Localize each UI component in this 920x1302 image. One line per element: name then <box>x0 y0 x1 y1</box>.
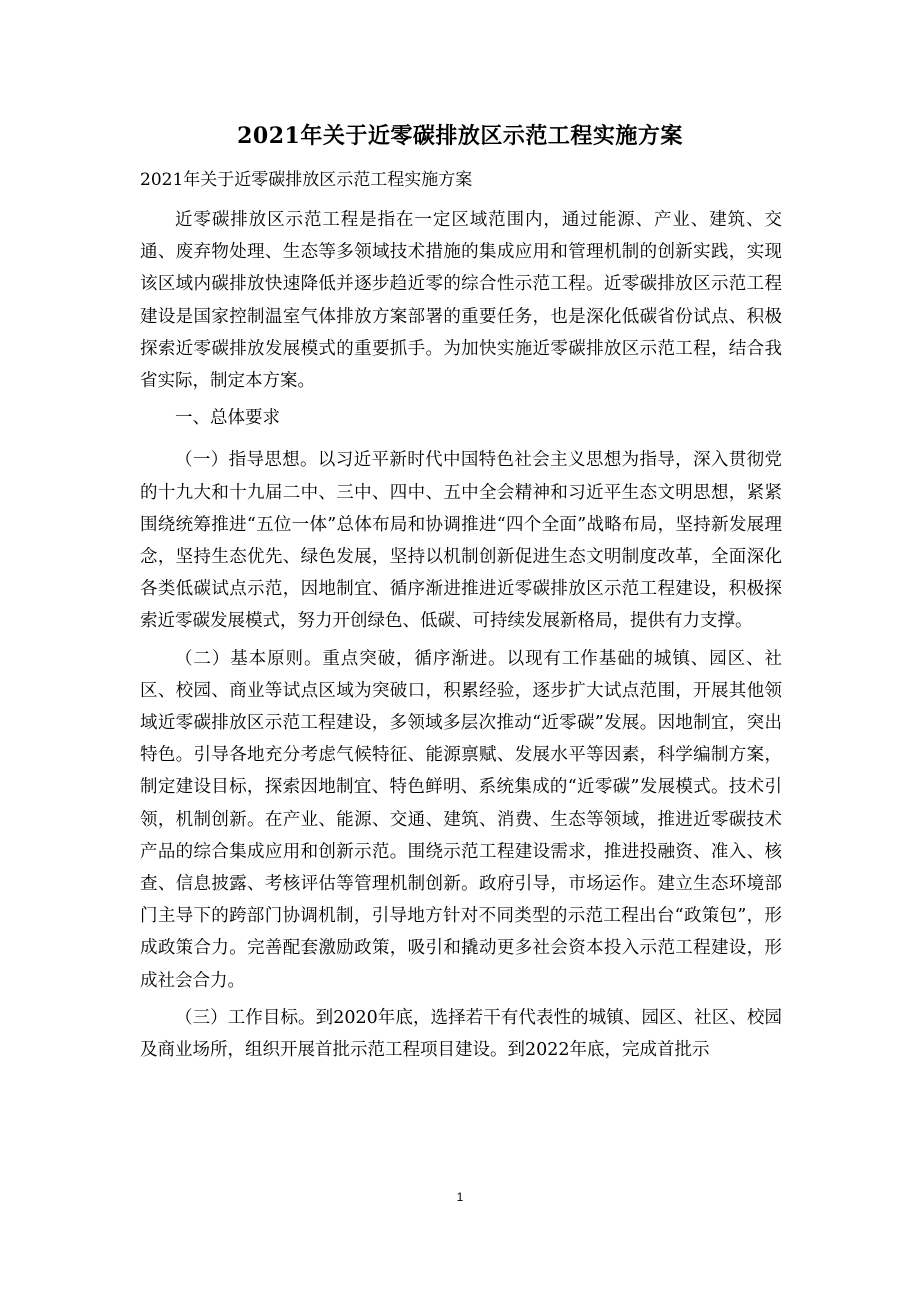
document-body <box>140 204 782 1071</box>
paragraph-work-goals: （三）工作目标。到2020年底，选择若干有代表性的城镇、园区、社区、校园及商业场所，组织开展首批示范工程项目建设。到2022年底，完成首批示 <box>140 1007 782 1061</box>
document-title: 2021年关于近零碳排放区示范工程实施方案 <box>237 123 683 149</box>
paragraph-guiding-ideology: （一）指导思想。以习近平新时代中国特色社会主义思想为指导，深入贯彻党的十九大和十九届二中、三中、四中、五中全会精神和习近平生态文明思想，紧紧围绕统筹推进“五位一体”总体布局和协调推进“四个全面”战略布局，坚持新发展理念，坚持生态优先、绿色发展，坚持以机制创新促进生态文明制度改革，全面深化各类低碳试点示范，因地制宜、循序渐进推进近零碳排放区示范工程建设，积极探索近零碳发展模式，努力开创绿色、低碳、可持续发展新格局，提供有力支撑。 <box>140 450 782 632</box>
document-subtitle: 2021年关于近零碳排放区示范工程实施方案 <box>140 170 473 190</box>
page-number: 1 <box>456 1190 464 1204</box>
section-heading-general-requirements: 一、总体要求 <box>175 408 280 429</box>
paragraph-basic-principles: （二）基本原则。重点突破，循序渐进。以现有工作基础的城镇、园区、社区、校园、商业等试点区域为突破口，积累经验，逐步扩大试点范围，开展其他领域近零碳排放区示范工程建设，多领域多层次推动“近零碳”发展。因地制宜，突出特色。引导各地充分考虑气候特征、能源禀赋、发展水平等因素，科学编制方案，制定建设目标，探索因地制宜、特色鲜明、系统集成的“近零碳”发展模式。技术引领，机制创新。在产业、能源、交通、建筑、消费、生态等领域，推进近零碳技术产品的综合集成应用和创新示范。围绕示范工程建设需求，推进投融资、准入、核查、信息披露、考核评估等管理机制创新。政府引导，市场运作。建立生态环境部门主导下的跨部门协调机制，引导地方针对不同类型的示范工程出台“政策包”，形成政策合力。完善配套激励政策，吸引和撬动更多社会资本投入示范工程建设，形成社会合力。 <box>140 648 782 991</box>
paragraph-intro: 近零碳排放区示范工程是指在一定区域范围内，通过能源、产业、建筑、交通、废弃物处理、生态等多领域技术措施的集成应用和管理机制的创新实践，实现该区域内碳排放快速降低并逐步趋近零的综合性示范工程。近零碳排放区示范工程建设是国家控制温室气体排放方案部署的重要任务，也是深化低碳省份试点、积极探索近零碳排放发展模式的重要抓手。为加快实施近零碳排放区示范工程，结合我省实际，制定本方案。 <box>140 210 782 392</box>
